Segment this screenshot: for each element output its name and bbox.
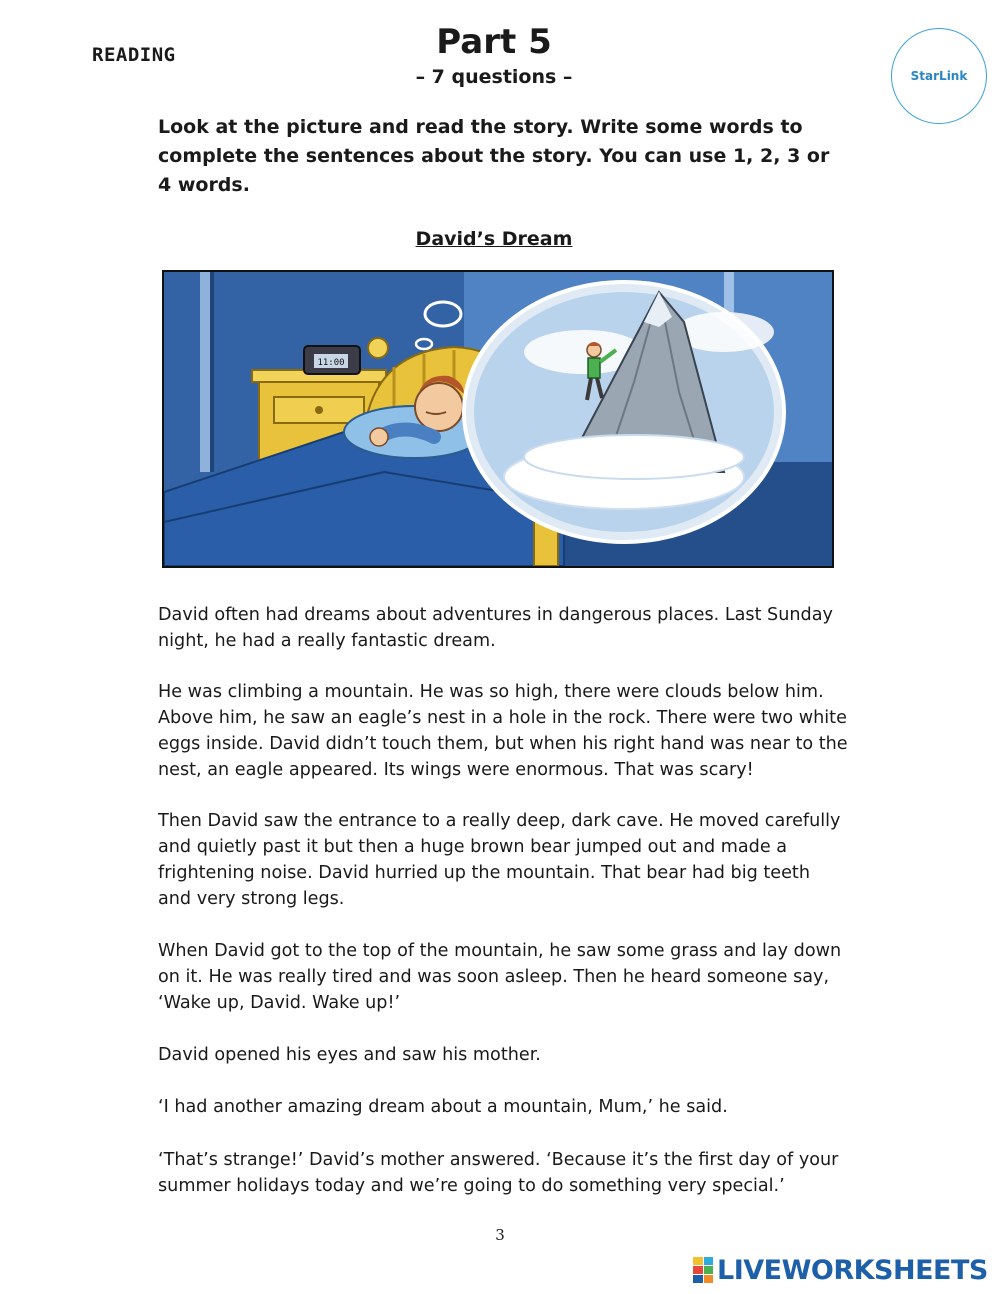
story-title: David’s Dream — [415, 228, 573, 250]
page-number: 3 — [495, 1226, 505, 1244]
story-paragraph: David opened his eyes and saw his mother. — [158, 1045, 541, 1065]
liveworksheets-icon — [693, 1257, 713, 1283]
section-label: READING — [92, 44, 176, 66]
story-paragraph: He was climbing a mountain. He was so high, there were clouds below him. Above him, he saw an eagle’s nest in a hole in the rock. There were two white eggs inside. David didn’t touch them, but when his right hand was near to the nest, an eagle appeared. Its wings were enormous. That was scary! — [158, 682, 848, 780]
story-paragraph: ‘I had another amazing dream about a mountain, Mum,’ he said. — [158, 1097, 728, 1117]
logo-text: StarLink — [910, 69, 968, 83]
part-subtitle: – 7 questions – — [415, 66, 573, 88]
story-paragraph: ‘That’s strange!’ David’s mother answered. ‘Because it’s the first day of your summer holidays today and we’re going to do something very special.’ — [158, 1150, 839, 1196]
story-illustration — [162, 270, 834, 568]
story-paragraph: David often had dreams about adventures in dangerous places. Last Sunday night, he had a really fantastic dream. — [158, 605, 833, 651]
instructions: Look at the picture and read the story. Write some words to complete the sentences about the story. You can use 1, 2, 3 or 4 words. — [158, 116, 830, 196]
dream-scene — [164, 272, 832, 566]
clock-time: 11:00 — [317, 358, 345, 368]
starlink-logo — [891, 28, 987, 124]
story-paragraph: Then David saw the entrance to a really deep, dark cave. He moved carefully and quietly past it but then a huge brown bear jumped out and made a frightening noise. David hurried up the mountain. That bear had big teeth and very strong legs. — [158, 811, 841, 909]
liveworksheets-brand[interactable] — [693, 1254, 993, 1286]
alarm-clock — [304, 346, 360, 374]
brand-text: LIVEWORKSHEETS — [717, 1254, 988, 1286]
part-title: Part 5 — [436, 22, 552, 62]
story-paragraph: When David got to the top of the mountain, he saw some grass and lay down on it. He was really tired and was soon asleep. Then he heard someone say, ‘Wake up, David. Wake up!’ — [158, 941, 842, 1013]
